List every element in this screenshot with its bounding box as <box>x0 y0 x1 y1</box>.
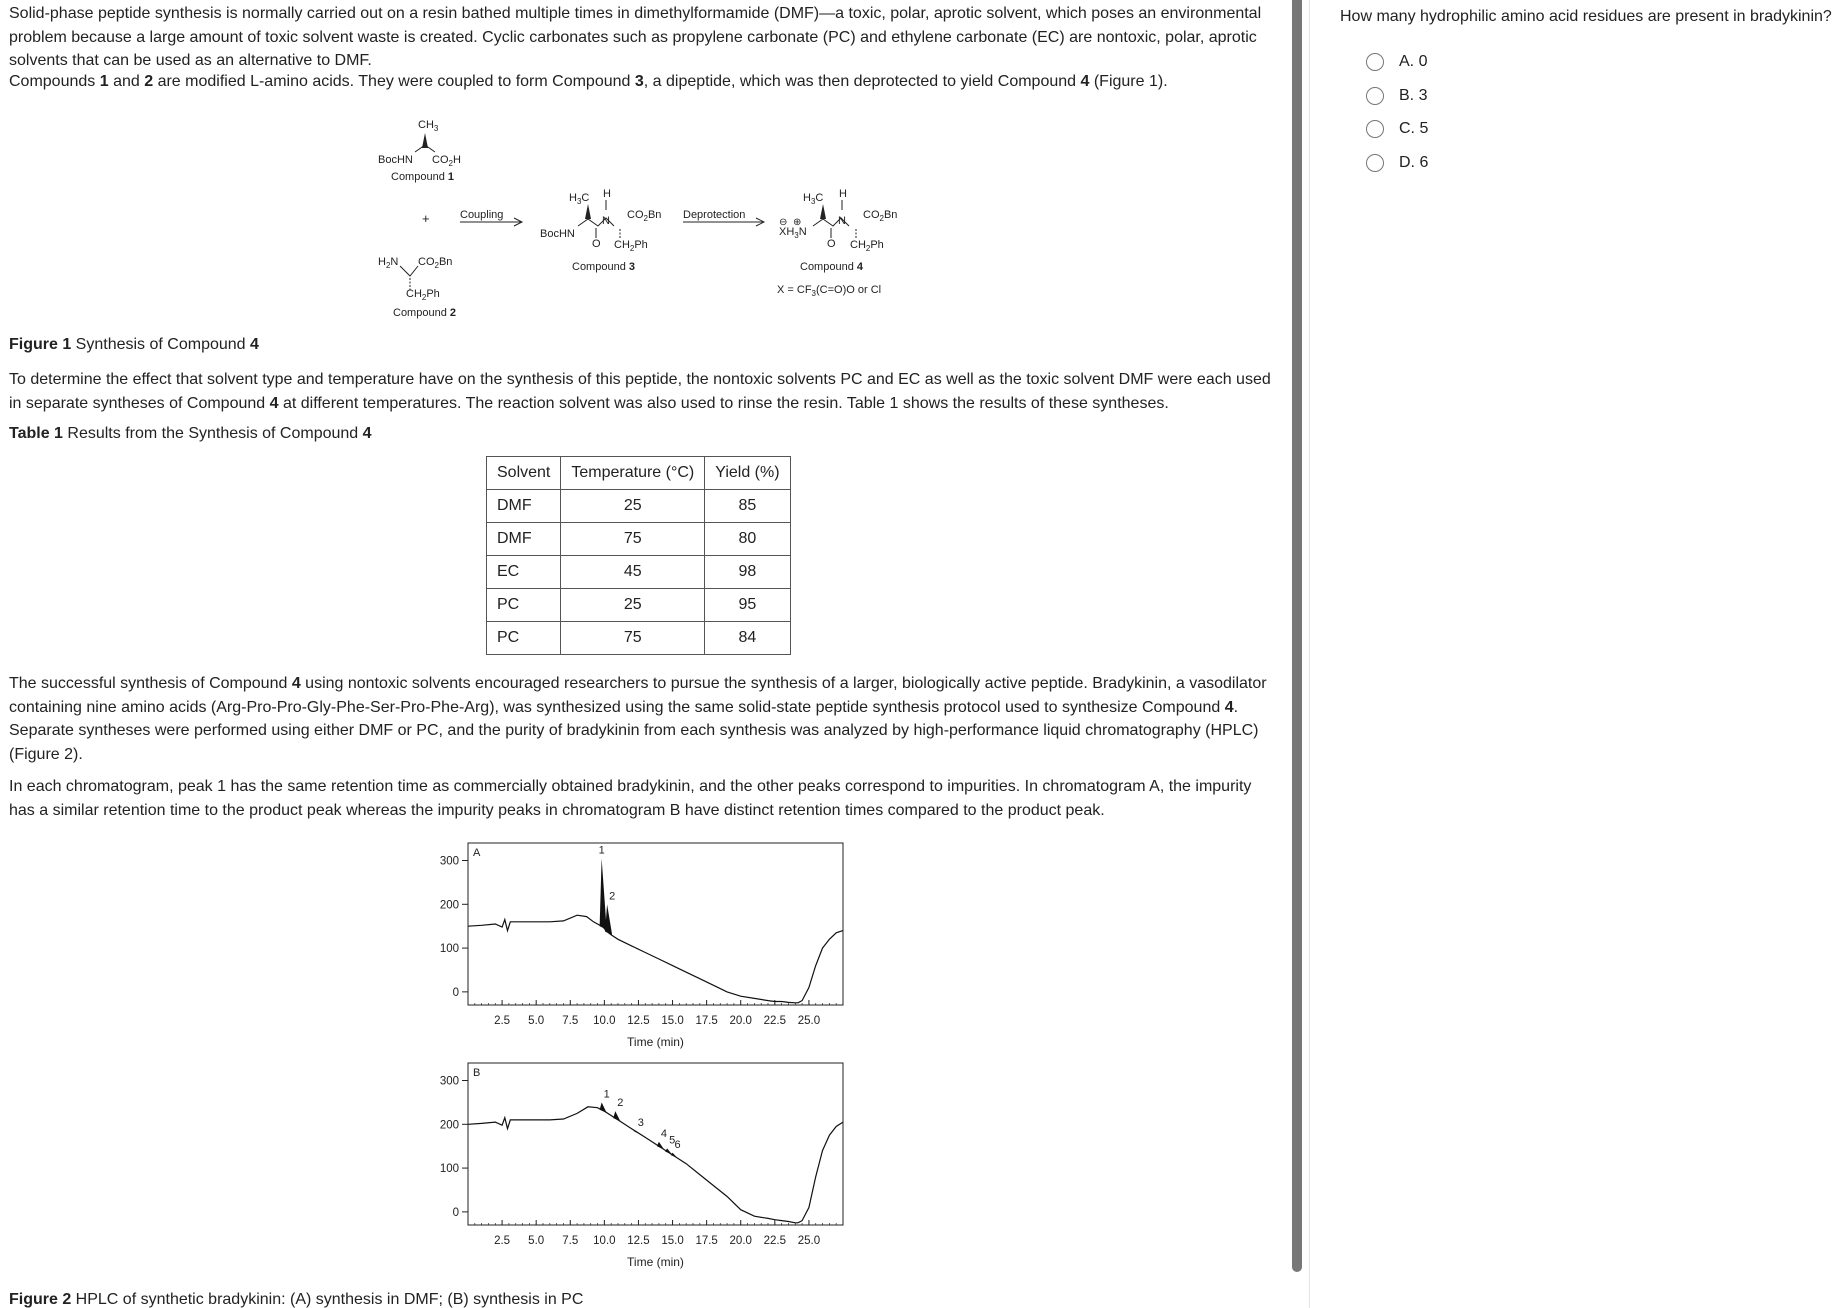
peak-label: 2 <box>617 1097 624 1110</box>
x-tick-label: 5.0 <box>528 1015 545 1027</box>
o-label-3: O <box>592 238 601 250</box>
peak-5 <box>665 1148 672 1154</box>
ch2ph-label-2: $CH_2Ph$ <box>406 288 440 302</box>
h-label-3: H <box>603 188 611 200</box>
plus-charge: ⊕ <box>793 217 802 228</box>
peak-1 <box>600 1102 607 1112</box>
n-label-3: N <box>602 215 610 227</box>
chart-panel-b <box>440 1063 843 1269</box>
peak-1 <box>600 858 607 929</box>
peak-label: 2 <box>609 890 616 903</box>
x-tick-label: 7.5 <box>562 1235 579 1247</box>
co2bn-label-3: $CO_2Bn$ <box>627 209 662 223</box>
question-pane <box>1310 0 1843 1308</box>
x-tick-label: 17.5 <box>695 1235 718 1247</box>
compound-3-label: Compound 3 <box>572 261 635 273</box>
peak-label: 3 <box>637 1116 644 1129</box>
cell-temperature: 45 <box>561 556 705 589</box>
header-yield: Yield (%) <box>705 457 790 490</box>
peak-label: 6 <box>674 1138 681 1151</box>
y-tick-label: 300 <box>439 1075 459 1088</box>
passage-scrollbar[interactable] <box>1292 0 1302 1272</box>
y-tick-label: 100 <box>439 943 459 956</box>
peak-6 <box>671 1153 678 1158</box>
radio-button-b[interactable] <box>1366 87 1384 105</box>
option-label-b: B. 3 <box>1399 87 1428 104</box>
co2h-label: $CO_2H$ <box>432 154 461 168</box>
coupling-label: Coupling <box>460 209 504 221</box>
chart-panel-a <box>440 843 843 1049</box>
x-tick-label: 15.0 <box>661 1015 684 1027</box>
h3c-label-3: $H_3C$ <box>569 192 590 206</box>
x-tick-label: 22.5 <box>763 1235 787 1247</box>
figure-2-caption: Figure 2 HPLC of synthetic bradykinin: (A) synthesis in DMF; (B) synthesis in PC <box>9 1291 584 1308</box>
y-tick-label: 0 <box>452 986 459 999</box>
x-tick-label: 10.0 <box>593 1235 616 1247</box>
plot-frame <box>468 843 843 1005</box>
o-label-4: O <box>827 238 836 250</box>
x-tick-label: 20.0 <box>729 1015 752 1027</box>
cell-temperature: 75 <box>561 622 705 655</box>
chromatogram-trace <box>468 915 843 1003</box>
paragraph-4: The successful synthesis of Compound 4 using nontoxic solvents encouraged researchers to pursue the synthesis of a larger, biologically active peptide. Bradykinin, a vasodilator containing nine amino acids (Arg-Pro-Pro-Gly-Phe-Ser-Pro-Phe-Arg), was synthesized using the same solid-state peptide synthesis protocol used to synthesize Compound 4. Separate syntheses were performed using either DMF or PC, and the purity of bradykinin from each synthesis was analyzed by high-performance liquid chromatography (HPLC) (Figure 2). <box>9 675 1267 763</box>
paragraph-2: Compounds 1 and 2 are modified L-amino acids. They were coupled to form Compound 3, a dipeptide, which was then deprotected to yield Compound 4 (Figure 1). <box>9 73 1168 90</box>
x-tick-label: 7.5 <box>562 1015 579 1027</box>
answer-option-a[interactable] <box>1366 50 1427 74</box>
chromatogram-trace <box>468 1107 843 1223</box>
peak-label: 5 <box>669 1134 676 1147</box>
cell-solvent: PC <box>487 589 561 622</box>
cell-yield: 85 <box>705 490 790 523</box>
radio-button-a[interactable] <box>1366 53 1384 71</box>
option-label-a: A. 0 <box>1399 53 1428 70</box>
y-tick-label: 200 <box>439 899 459 912</box>
x-tick-label: 12.5 <box>627 1015 650 1027</box>
y-tick-label: 300 <box>439 855 459 868</box>
answer-option-c[interactable] <box>1366 117 1428 141</box>
bochn-label-1: BocHN <box>378 154 413 166</box>
minus-charge: ⊖ <box>779 217 788 228</box>
x-tick-label: 20.0 <box>729 1235 752 1247</box>
cell-temperature: 75 <box>561 523 705 556</box>
peak-label: 1 <box>598 844 605 857</box>
cell-solvent: PC <box>487 622 561 655</box>
radio-button-d[interactable] <box>1366 154 1384 172</box>
xh3n-label: $XH_3N$ <box>779 226 807 240</box>
y-tick-label: 100 <box>439 1163 459 1176</box>
ch3-label-1: $CH_3$ <box>418 119 439 133</box>
cell-temperature: 25 <box>561 490 705 523</box>
x-tick-label: 17.5 <box>695 1015 718 1027</box>
y-tick-label: 200 <box>439 1119 459 1132</box>
peak-4 <box>657 1142 664 1149</box>
co2bn-label-4: $CO_2Bn$ <box>863 209 898 223</box>
ch2ph-label-4: $CH_2Ph$ <box>850 239 884 253</box>
x-axis-title: Time (min) <box>627 1255 684 1269</box>
cell-solvent: DMF <box>487 523 561 556</box>
cell-yield: 80 <box>705 523 790 556</box>
x-tick-label: 5.0 <box>528 1235 545 1247</box>
plus-sign: + <box>422 211 430 226</box>
x-tick-label: 2.5 <box>494 1015 511 1027</box>
peak-label: 1 <box>603 1088 610 1101</box>
n-label-4: N <box>838 215 846 227</box>
x-definition: $X = CF_3(C=O)O$ or Cl <box>777 284 882 298</box>
option-label-d: D. 6 <box>1399 154 1429 171</box>
peak-3 <box>634 1131 641 1134</box>
panel-label: A <box>473 847 481 859</box>
option-label-c: C. 5 <box>1399 120 1429 137</box>
compound-2-label: Compound 2 <box>393 307 456 319</box>
h-label-4: H <box>839 188 847 200</box>
peak-label: 4 <box>660 1127 668 1140</box>
figure-1-caption: Figure 1 Synthesis of Compound 4 <box>9 336 259 353</box>
y-tick-label: 0 <box>452 1206 459 1219</box>
cell-yield: 95 <box>705 589 790 622</box>
h2n-label: $H_2N$ <box>378 256 399 270</box>
deprotection-label: Deprotection <box>683 209 746 221</box>
peak-2 <box>613 1111 620 1121</box>
question-text: How many hydrophilic amino acid residues are present in bradykinin? <box>1340 8 1832 25</box>
bochn-label-3: BocHN <box>540 228 575 240</box>
answer-option-d[interactable] <box>1366 151 1428 175</box>
x-tick-label: 12.5 <box>627 1235 650 1247</box>
x-tick-label: 2.5 <box>494 1235 511 1247</box>
x-tick-label: 22.5 <box>763 1015 787 1027</box>
cell-solvent: DMF <box>487 490 561 523</box>
compound-1-label: Compound 1 <box>391 171 454 183</box>
x-tick-label: 15.0 <box>661 1235 684 1247</box>
ch2ph-label-3: $CH_2Ph$ <box>614 239 648 253</box>
x-tick-label: 25.0 <box>797 1235 821 1247</box>
panel-label: B <box>473 1067 481 1079</box>
header-solvent: Solvent <box>487 457 561 490</box>
radio-button-c[interactable] <box>1366 120 1384 138</box>
co2bn-label-2: $CO_2Bn$ <box>418 256 453 270</box>
paragraph-1: Solid-phase peptide synthesis is normally carried out on a resin bathed multiple times in dimethylformamide (DMF)—a toxic, polar, aprotic solvent, which poses an environmental problem because a large amount of toxic solvent waste is created. Cyclic carbonates such as propylene carbonate (PC) and ethylene carbonate (EC) are nontoxic, polar, aprotic solvents that can be used as an alternative to DMF. <box>9 5 1262 69</box>
cell-yield: 98 <box>705 556 790 589</box>
cell-yield: 84 <box>705 622 790 655</box>
peak-2 <box>605 904 612 934</box>
answer-option-b[interactable] <box>1366 84 1427 108</box>
cell-temperature: 25 <box>561 589 705 622</box>
compound-4-label: Compound 4 <box>800 261 863 273</box>
x-tick-label: 10.0 <box>593 1015 616 1027</box>
h3c-label-4: $H_3C$ <box>803 192 824 206</box>
paragraph-5: In each chromatogram, peak 1 has the same retention time as commercially obtained bradykinin, and the other peaks correspond to impurities. In chromatogram A, the impurity has a similar retention time to the product peak whereas the impurity peaks in chromatogram B have distinct retention times compared to the product peak. <box>9 778 1252 819</box>
table-1-caption: Table 1 Results from the Synthesis of Compound 4 <box>9 425 372 442</box>
paragraph-3: To determine the effect that solvent type and temperature have on the synthesis of this peptide, the nontoxic solvents PC and EC as well as the toxic solvent DMF were each used in separate syntheses of Compound 4 at different temperatures. The reaction solvent was also used to rinse the resin. Table 1 shows the results of these syntheses. <box>9 371 1271 412</box>
cell-solvent: EC <box>487 556 561 589</box>
x-tick-label: 25.0 <box>797 1015 821 1027</box>
header-temperature: Temperature (°C) <box>561 457 705 490</box>
x-axis-title: Time (min) <box>627 1035 684 1049</box>
